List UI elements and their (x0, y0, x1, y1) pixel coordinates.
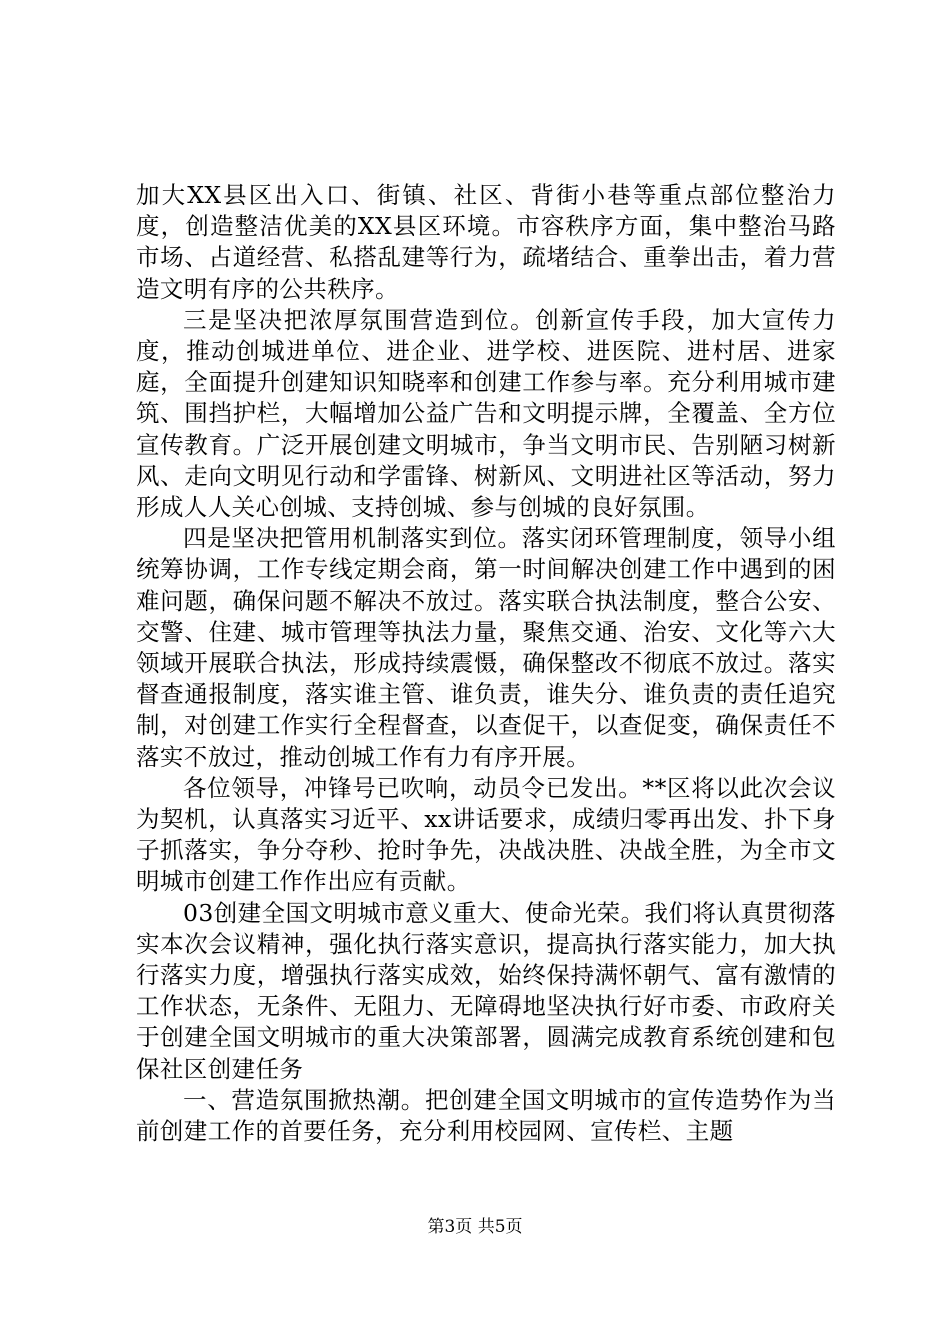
paragraph-1: 加大XX县区出入口、街镇、社区、背街小巷等重点部位整治力度，创造整洁优美的XX县区环境。市容秩序方面，集中整治马路市场、占道经营、私搭乱建等行为，疏堵结合、重拳出击，着力营造文明有序的公共秩序。 (136, 181, 836, 303)
document-body (136, 180, 836, 1147)
page-number-label: 第3页 共5页 (427, 1217, 523, 1237)
paragraph-2: 三是坚决把浓厚氛围营造到位。创新宣传手段，加大宣传力度，推动创城进单位、进企业、进学校、进医院、进村居、进家庭，全面提升创建知识知晓率和创建工作参与率。充分利用城市建筑、围挡护栏，大幅增加公益广告和文明提示牌，全覆盖、全方位宣传教育。广泛开展创建文明城市，争当文明市民、告别陋习树新风、走向文明见行动和学雷锋、树新风、文明进社区等活动，努力形成人人关心创城、支持创城、参与创城的良好氛围。 (136, 305, 836, 522)
paragraph-4: 各位领导，冲锋号已吹响，动员令已发出。**区将以此次会议为契机，认真落实习近平、xx讲话要求，成绩归零再出发、扑下身子抓落实，争分夺秒、抢时争先，决战决胜、决战全胜，为全市文明城市创建工作作出应有贡献。 (136, 773, 836, 896)
page-footer (0, 1216, 950, 1238)
paragraph-3: 四是坚决把管用机制落实到位。落实闭环管理制度，领导小组统筹协调，工作专线定期会商，第一时间解决创建工作中遇到的困难问题，确保问题不解决不放过。落实联合执法制度，整合公安、交警、住建、城市管理等执法力量，聚焦交通、治安、文化等六大领域开展联合执法，形成持续震慑，确保整改不彻底不放过。落实督查通报制度，落实谁主管、谁负责，谁失分、谁负责的责任追究制，对创建工作实行全程督查，以查促干，以查促变，确保责任不落实不放过，推动创城工作有力有序开展。 (136, 524, 836, 771)
paragraph-6: 一、营造氛围掀热潮。把创建全国文明城市的宣传造势作为当前创建工作的首要任务，充分利用校园网、宣传栏、主题 (136, 1085, 836, 1146)
paragraph-5: 03创建全国文明城市意义重大、使命光荣。我们将认真贯彻落实本次会议精神，强化执行落实意识，提高执行落实能力，加大执行落实力度，增强执行落实成效，始终保持满怀朝气、富有激情的工作状态，无条件、无阻力、无障碍地坚决执行好市委、市政府关于创建全国文明城市的重大决策部署，圆满完成教育系统创建和包保社区创建任务 (136, 898, 836, 1083)
